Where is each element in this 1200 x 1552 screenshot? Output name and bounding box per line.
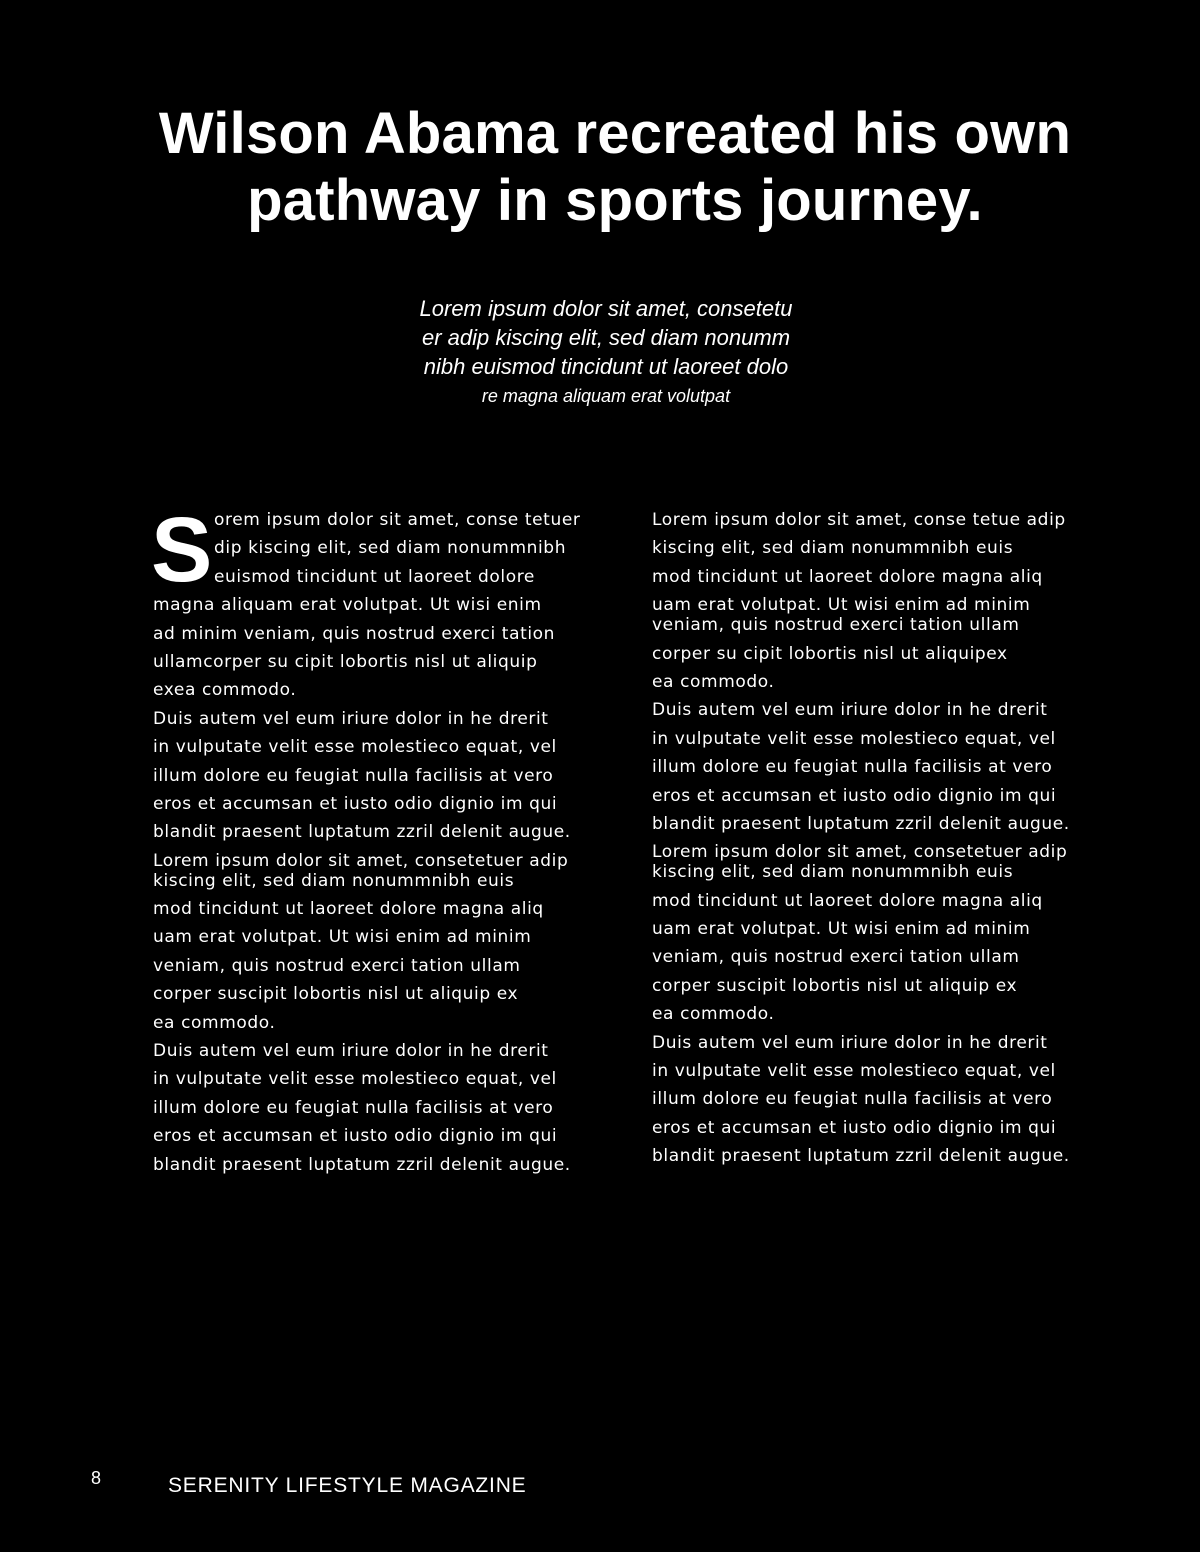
body-line: mod tincidunt ut laoreet dolore magna aliq [652,566,1043,587]
body-line: euismod tincidunt ut laoreet dolore [214,566,535,587]
drop-cap-block [151,499,593,601]
standfirst-line: Lorem ipsum dolor sit amet, consetetu [419,296,793,321]
body-line: veniam, quis nostrud exerci tation ullam [652,947,1020,968]
body-column-right [652,506,1092,1171]
standfirst-line: er adip kiscing elit, sed diam nonumm [421,325,791,350]
body-line: Lorem ipsum dolor sit amet, conse tetue adip [652,510,1066,530]
body-line: eros et accumsan et iusto odio dignio im qui [153,1126,558,1147]
body-line: ea commodo. [652,671,775,692]
standfirst-line: re magna aliquam erat volutpat [481,386,731,406]
body-line: Duis autem vel eum iriure dolor in he drerit [153,708,549,729]
body-line: eros et accumsan et iusto odio dignio im qui [652,785,1057,806]
body-line: eros et accumsan et iusto odio dignio im qui [153,793,558,814]
body-line: magna aliquam erat volutpat. Ut wisi enim [153,595,542,616]
body-line: ea commodo. [153,1012,276,1033]
body-line: mod tincidunt ut laoreet dolore magna aliq [153,899,544,920]
body-line: corper suscipit lobortis nisl ut aliquip ex [153,984,519,1005]
body-line: illum dolore eu feugiat nulla facilisis at vero [153,1097,554,1118]
body-line: eros et accumsan et iusto odio dignio im qui [652,1117,1057,1138]
body-line: Duis autem vel eum iriure dolor in he drerit [652,700,1048,721]
headline-line: Wilson Abama recreated his own [158,101,1072,166]
body-line: illum dolore eu feugiat nulla facilisis at vero [652,757,1053,778]
publication-name: SERENITY LIFESTYLE MAGAZINE [168,1474,527,1497]
body-line: Lorem ipsum dolor sit amet, consetetuer adip [153,850,569,871]
body-line: in vulputate velit esse molestieco equat, vel [652,728,1056,749]
drop-cap: S [151,499,213,601]
body-line: blandit praesent luptatum zzril delenit augue. [652,813,1070,834]
body-line: veniam, quis nostrud exerci tation ullam [652,615,1020,636]
article-standfirst [330,294,882,412]
body-line: blandit praesent luptatum zzril delenit augue. [153,1154,571,1175]
body-line: dip kiscing elit, sed diam nonummnibh [214,538,567,559]
standfirst-line: nibh euismod tincidunt ut laoreet dolo [423,354,789,379]
body-line: Duis autem vel eum iriure dolor in he drerit [652,1032,1048,1053]
article-headline [100,100,1130,234]
body-line: mod tincidunt ut laoreet dolore magna aliq [652,890,1043,911]
body-line: corper su cipit lobortis nisl ut aliquipex [652,643,1008,664]
body-line: blandit praesent luptatum zzril delenit augue. [153,822,571,843]
body-line: kiscing elit, sed diam nonummnibh euis [652,538,1014,559]
body-line: corper suscipit lobortis nisl ut aliquip ex [652,975,1018,996]
body-line: Duis autem vel eum iriure dolor in he drerit [153,1041,549,1062]
body-line: blandit praesent luptatum zzril delenit augue. [652,1146,1070,1167]
body-line: in vulputate velit esse molestieco equat, vel [652,1061,1056,1082]
body-line: ullamcorper su cipit lobortis nisl ut aliquip [153,651,538,672]
body-line: kiscing elit, sed diam nonummnibh euis [153,870,515,891]
body-line: illum dolore eu feugiat nulla facilisis at vero [153,765,554,786]
body-column-left [151,499,593,1179]
body-line: in vulputate velit esse molestieco equat, vel [153,1069,557,1090]
body-line: Lorem ipsum dolor sit amet, consetetuer adip [652,842,1068,863]
page-number: 8 [91,1468,102,1488]
body-line: uam erat volutpat. Ut wisi enim ad minim [153,927,532,948]
body-line: in vulputate velit esse molestieco equat, vel [153,737,557,758]
body-line: orem ipsum dolor sit amet, conse tetuer [214,510,581,530]
body-line: exea commodo. [153,680,297,701]
body-line: illum dolore eu feugiat nulla facilisis at vero [652,1089,1053,1110]
body-line: ea commodo. [652,1004,775,1025]
body-line: uam erat volutpat. Ut wisi enim ad minim [652,595,1031,616]
body-line: kiscing elit, sed diam nonummnibh euis [652,862,1014,883]
body-line: veniam, quis nostrud exerci tation ullam [153,955,521,976]
body-line: uam erat volutpat. Ut wisi enim ad minim [652,919,1031,940]
body-line: ad minim veniam, quis nostrud exerci tation [153,623,556,644]
headline-line: pathway in sports journey. [247,168,983,233]
